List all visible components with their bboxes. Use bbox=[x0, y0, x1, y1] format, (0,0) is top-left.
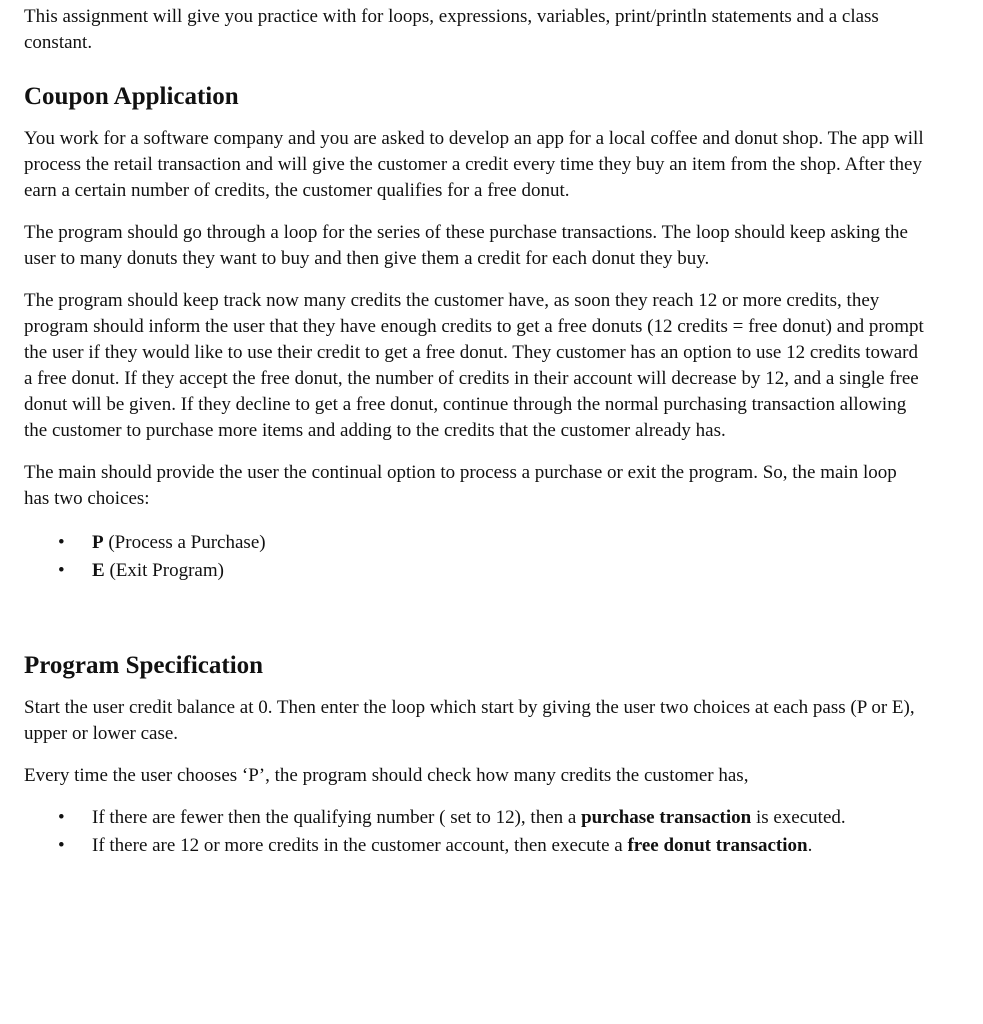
coupon-paragraph-2: The program should go through a loop for the series of these purchase transactions. The loop should keep asking the user to many donuts they want to buy and then give them a credit for each donut they buy. bbox=[24, 222, 908, 269]
rule-text: If there are fewer then the qualifying number ( set to 12), then a bbox=[92, 807, 582, 828]
bullet-icon: • bbox=[58, 835, 65, 856]
choice-desc: (Process a Purchase) bbox=[103, 532, 266, 553]
menu-choices-list bbox=[24, 529, 924, 585]
coupon-paragraph-3: The program should keep track now many credits the customer have, as soon they reach 12 or more credits, they program should inform the user that they have enough credits to get a free donuts (12 credits = free donut) and prompt the user if they would like to use their credit to get a free donut. They customer has an option to use 12 credits toward a free donut. If they accept the free donut, the number of credits in their account will decrease by 12, and a single free donut will be given. If they decline to get a free donut, continue through the normal purchasing transaction allowing the customer to purchase more items and adding to the credits that the customer already has. bbox=[24, 290, 924, 441]
spec-heading: Program Specification bbox=[24, 652, 264, 679]
rule-bold-term: purchase transaction bbox=[581, 807, 752, 828]
bullet-icon: • bbox=[58, 807, 65, 828]
coupon-heading: Coupon Application bbox=[24, 83, 239, 110]
rule-bold-term: free donut transaction bbox=[627, 835, 808, 856]
document-page bbox=[24, 4, 924, 861]
list-item bbox=[24, 833, 924, 859]
list-item bbox=[24, 805, 924, 831]
bullet-icon: • bbox=[58, 532, 65, 553]
coupon-paragraph-1: You work for a software company and you are asked to develop an app for a local coffee and donut shop. The app will process the retail transaction and will give the customer a credit every time they buy an item from the shop. After they earn a certain number of credits, the customer qualifies for a free donut. bbox=[24, 128, 924, 201]
list-item bbox=[24, 557, 924, 585]
coupon-paragraph-4: The main should provide the user the continual option to process a purchase or exit the program. So, the main loop has two choices: bbox=[24, 462, 897, 509]
bullet-icon: • bbox=[58, 560, 65, 581]
choice-key: P bbox=[92, 532, 104, 553]
spec-paragraph-2: Every time the user chooses ‘P’, the program should check how many credits the customer has, bbox=[24, 765, 749, 786]
choice-desc: (Exit Program) bbox=[104, 560, 224, 581]
rule-text-end: is executed. bbox=[751, 807, 846, 828]
intro-paragraph: This assignment will give you practice with for loops, expressions, variables, print/println statements and a class constant. bbox=[24, 6, 879, 53]
spec-paragraph-1: Start the user credit balance at 0. Then enter the loop which start by giving the user two choices at each pass (P or E), upper or lower case. bbox=[24, 697, 915, 744]
transaction-rules-list bbox=[24, 805, 924, 859]
rule-text: If there are 12 or more credits in the customer account, then execute a bbox=[92, 835, 628, 856]
list-item bbox=[24, 529, 924, 557]
rule-text-end: . bbox=[807, 835, 813, 856]
choice-key: E bbox=[92, 560, 105, 581]
